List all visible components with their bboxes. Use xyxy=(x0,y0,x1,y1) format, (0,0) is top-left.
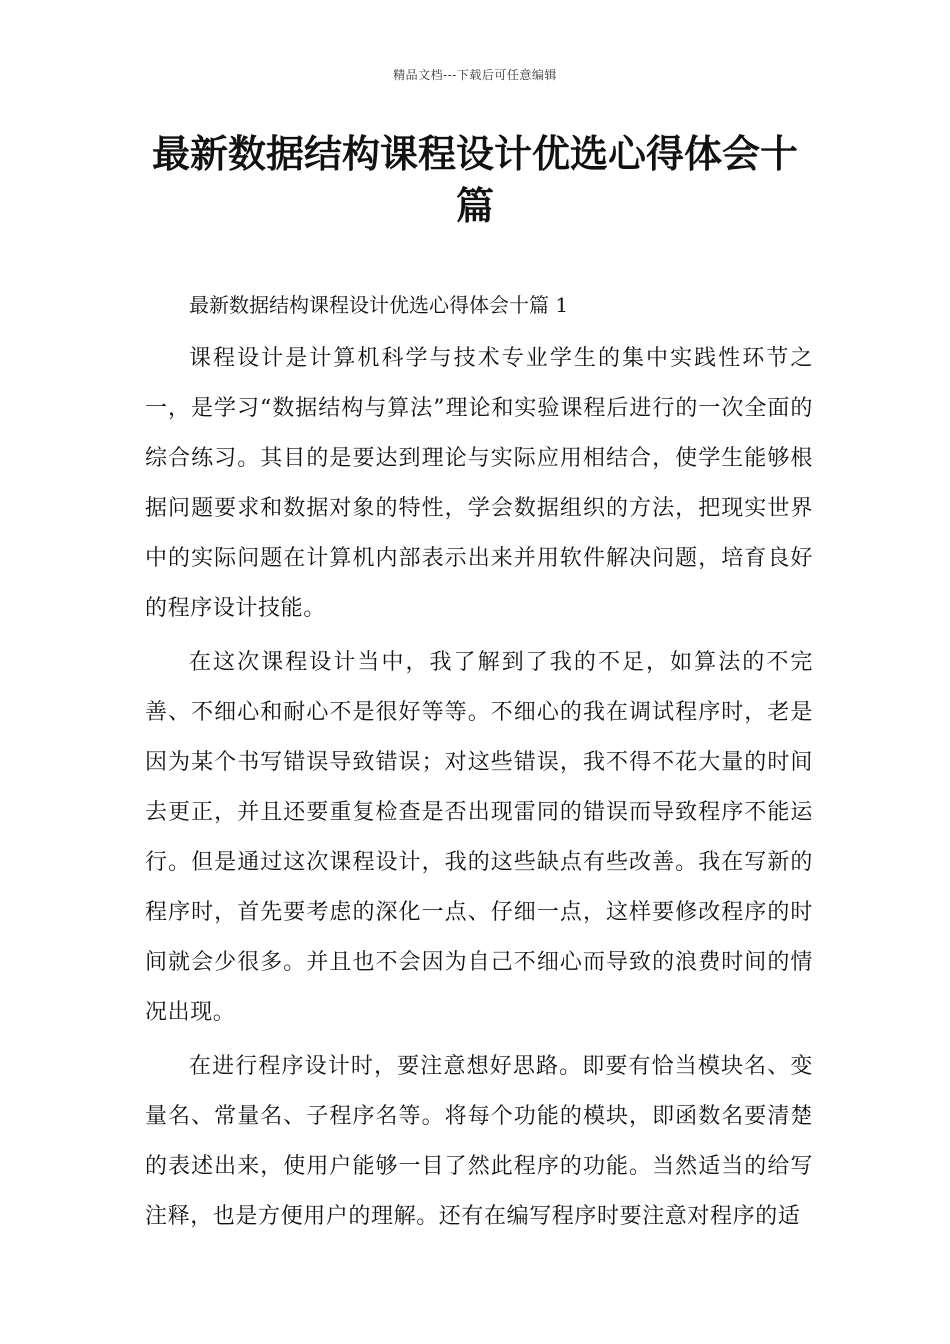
paragraph: 在这次课程设计当中，我了解到了我的不足，如算法的不完善、不细心和耐心不是很好等等。不细心的我在调试程序时，老是因为某个书写错误导致错误；对这些错误，我不得不花大量的时间去更正，并且还要重复检查是否出现雷同的错误而导致程序不能运行。但是通过这次课程设计，我的这些缺点有些改善。我在写新的程序时，首先要考虑的深化一点、仔细一点，这样要修改程序的时间就会少很多。并且也不会因为自己不细心而导致的浪费时间的情况出现。 xyxy=(145,650,813,1025)
document-title: 最新数据结构课程设计优选心得体会十篇 xyxy=(151,132,798,228)
document-body xyxy=(145,280,813,1246)
section-subheading: 最新数据结构课程设计优选心得体会十篇 1 xyxy=(189,293,569,317)
paragraph: 在进行程序设计时，要注意想好思路。即要有恰当模块名、变量名、常量名、子程序名等。将每个功能的模块，即函数名要清楚的表述出来，使用户能够一目了然此程序的功能。当然适当的给写注释，也是方便用户的理解。还有在编写程序时要注意对程序的适 xyxy=(145,1054,813,1229)
header-note: 精品文档---下载后可任意编辑 xyxy=(393,68,557,82)
paragraph: 课程设计是计算机科学与技术专业学生的集中实践性环节之一，是学习“数据结构与算法”理论和实验课程后进行的一次全面的综合练习。其目的是要达到理论与实际应用相结合，使学生能够根据问题要求和数据对象的特性，学会数据组织的方法，把现实世界中的实际问题在计算机内部表示出来并用软件解决问题，培育良好的程序设计技能。 xyxy=(145,346,813,621)
